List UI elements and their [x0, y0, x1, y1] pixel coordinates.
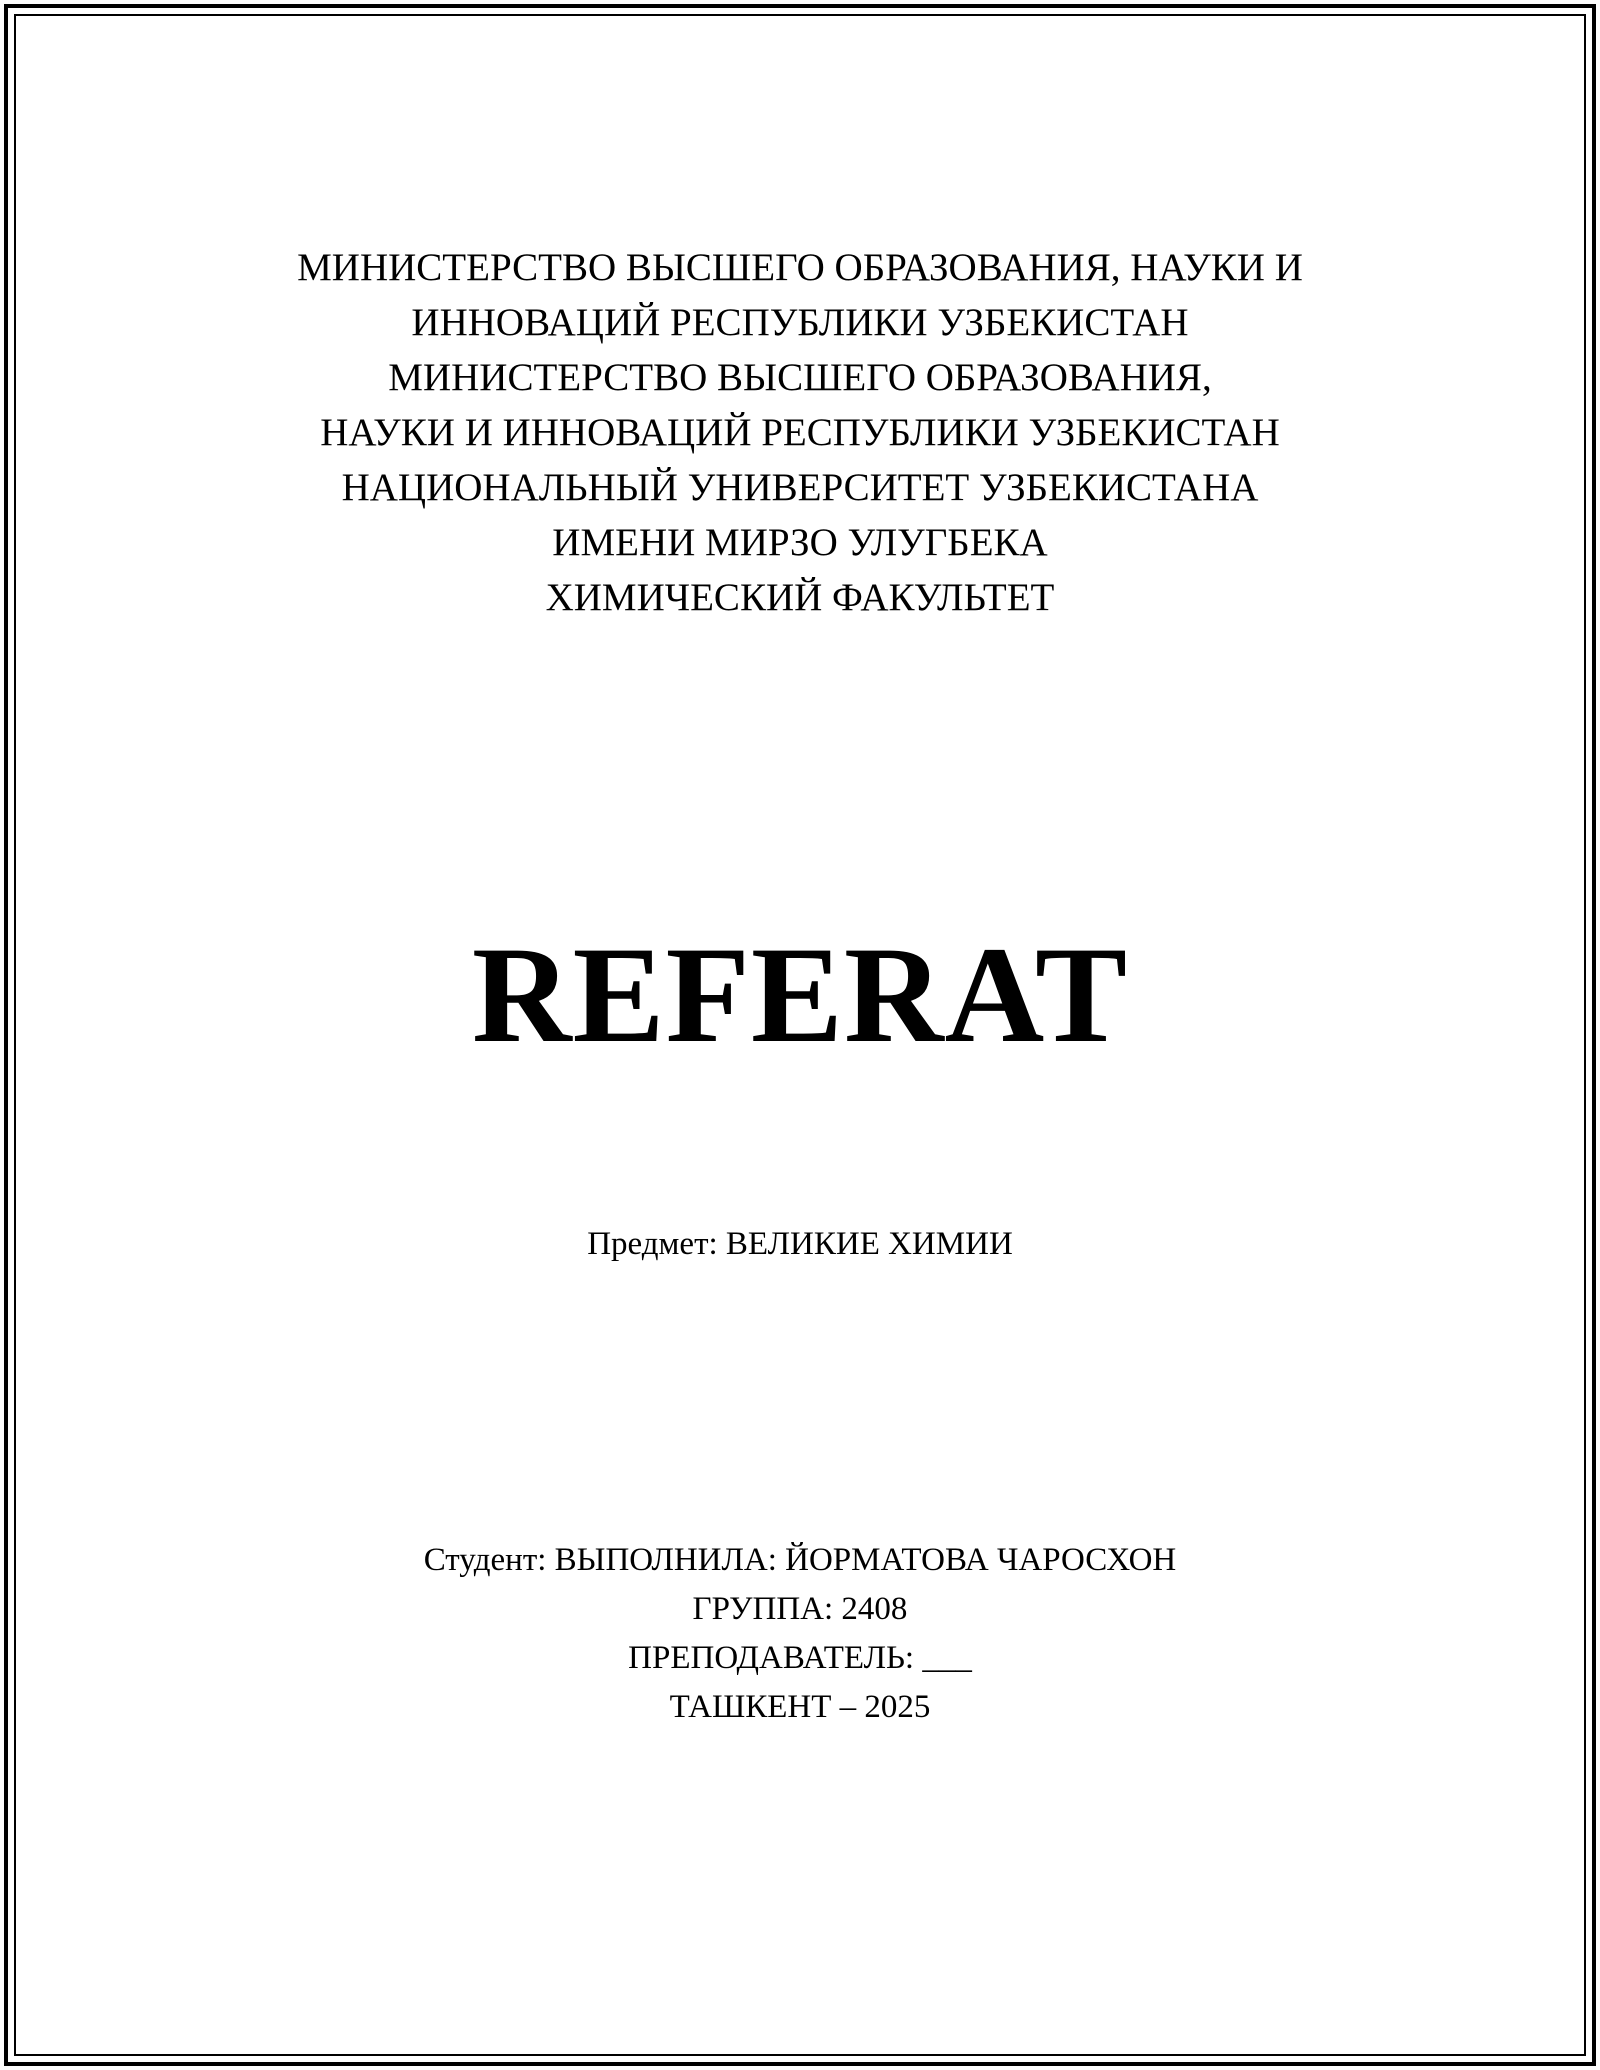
city-year-line: ТАШКЕНТ – 2025 — [669, 1689, 931, 1725]
teacher-line: ПРЕПОДАВАТЕЛЬ: ___ — [628, 1640, 972, 1676]
author-info — [0, 1536, 1600, 1732]
header-line-ministry-3: МИНИСТЕРСТВО ВЫСШЕГО ОБРАЗОВАНИЯ, — [388, 356, 1212, 399]
subject-line: Предмет: ВЕЛИКИЕ ХИМИИ — [587, 1226, 1013, 1262]
student-line: Студент: ВЫПОЛНИЛА: ЙОРМАТОВА ЧАРОСХОН — [423, 1542, 1177, 1578]
header-line-ministry-4: НАУКИ И ИННОВАЦИЙ РЕСПУБЛИКИ УЗБЕКИСТАН — [320, 411, 1280, 454]
header-line-ministry-2: ИННОВАЦИЙ РЕСПУБЛИКИ УЗБЕКИСТАН — [411, 301, 1189, 344]
document-title: REFERAT — [471, 918, 1129, 1071]
header-line-university-1: НАЦИОНАЛЬНЫЙ УНИВЕРСИТЕТ УЗБЕКИСТАНА — [341, 466, 1259, 509]
header-line-ministry-1: МИНИСТЕРСТВО ВЫСШЕГО ОБРАЗОВАНИЯ, НАУКИ И — [297, 246, 1303, 289]
group-line: ГРУППА: 2408 — [692, 1591, 908, 1627]
header-line-faculty: ХИМИЧЕСКИЙ ФАКУЛЬТЕТ — [545, 576, 1055, 619]
header-line-university-2: ИМЕНИ МИРЗО УЛУГБЕКА — [552, 521, 1048, 564]
institution-header — [0, 240, 1600, 625]
